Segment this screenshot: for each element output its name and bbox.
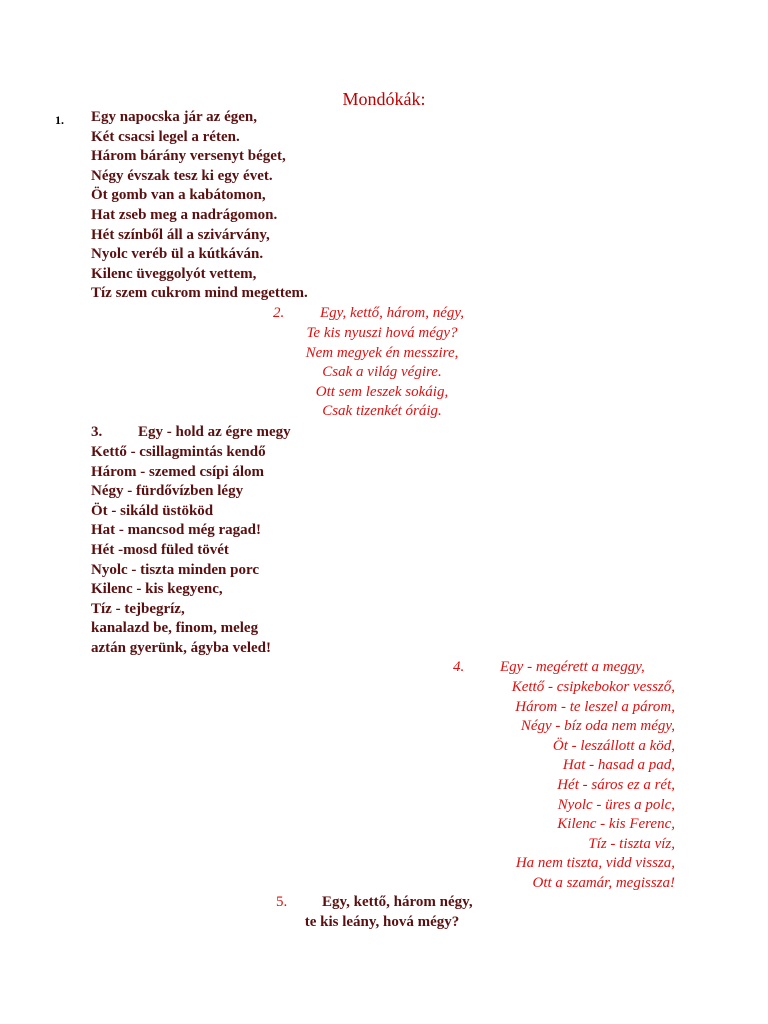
poem-5-number: 5. [276, 894, 288, 910]
poem-2 [232, 324, 532, 422]
poem-line: Négy évszak tesz ki egy évet. [91, 167, 273, 184]
poem-line: Nyolc - üres a polc, [557, 796, 675, 813]
poem-line: Tíz - tejbegríz, [91, 600, 185, 617]
poem-line: Tíz - tiszta víz, [588, 835, 675, 852]
poem-4 [375, 678, 675, 894]
poem-line: Nyolc - tiszta minden porc [91, 561, 260, 578]
poem-line: Egy napocska jár az égen, [91, 109, 257, 125]
poem-line: Ott a szamár, megissza! [532, 874, 675, 891]
poem-line: Tíz szem cukrom mind megettem. [91, 285, 308, 302]
poem-4-first-line: Egy - megérett a meggy, [500, 659, 645, 675]
poem-1 [91, 108, 308, 304]
poem-3-number: 3. [91, 424, 103, 440]
poem-line: kanalazd be, finom, meleg [91, 620, 259, 637]
poem-4-number: 4. [453, 659, 465, 675]
poem-line: Kilenc - kis kegyenc, [91, 581, 223, 598]
poem-line: Hét - sáros ez a rét, [557, 776, 675, 793]
poem-line: Három - te leszel a párom, [515, 698, 675, 715]
poem-5 [232, 913, 532, 933]
poem-line: Három bárány versenyt béget, [91, 148, 286, 165]
poem-line: Kilenc - kis Ferenc, [557, 816, 675, 833]
poem-line: Hat - hasad a pad, [562, 757, 675, 774]
poem-2-number: 2. [273, 305, 285, 321]
poem-line: Te kis nyuszi hová mégy? [306, 325, 458, 341]
poem-line: aztán gyerünk, ágyba veled! [91, 639, 271, 656]
poem-3-first-line: Egy - hold az égre megy [138, 424, 291, 440]
poem-line: Hat - mancsod még ragad! [91, 522, 261, 539]
page-title: Mondókák: [342, 89, 426, 109]
poem-1-number: 1. [55, 113, 64, 127]
poem-line: Öt - leszállott a köd, [552, 737, 675, 754]
poem-line: te kis leány, hová mégy? [304, 914, 460, 930]
poem-line: Nem megyek én messzire, [305, 344, 459, 361]
poem-line: Két csacsi legel a réten. [91, 128, 240, 145]
poem-line: Hat zseb meg a nadrágomon. [91, 206, 278, 223]
poem-line: Kettő - csipkebokor vessző, [511, 679, 675, 695]
poem-line: Kettő - csillagmintás kendő [91, 444, 266, 460]
poem-line: Hét -mosd füled tövét [91, 541, 229, 558]
poem-3 [91, 443, 271, 659]
poem-line: Ott sem leszek sokáig, [315, 383, 449, 400]
poem-line: Ha nem tiszta, vidd vissza, [515, 855, 675, 872]
poem-line: Nyolc veréb ül a kútkáván. [91, 246, 264, 263]
poem-2-first-line: Egy, kettő, három, négy, [320, 305, 464, 321]
poem-5-first-line: Egy, kettő, három négy, [322, 894, 473, 910]
poem-line: Hét színből áll a szivárvány, [91, 226, 270, 243]
poem-line: Csak a világ végire. [322, 364, 442, 381]
poem-line: Három - szemed csípi álom [91, 463, 265, 480]
poem-line: Öt - sikáld üstököd [91, 502, 214, 519]
poem-line: Kilenc üveggolyót vettem, [91, 265, 257, 282]
poem-line: Öt gomb van a kabátomon, [91, 187, 266, 204]
poem-line: Négy - fürdővízben légy [91, 483, 244, 500]
poem-line: Négy - bíz oda nem mégy, [520, 718, 675, 735]
poem-line: Csak tizenkét óráig. [322, 403, 442, 420]
